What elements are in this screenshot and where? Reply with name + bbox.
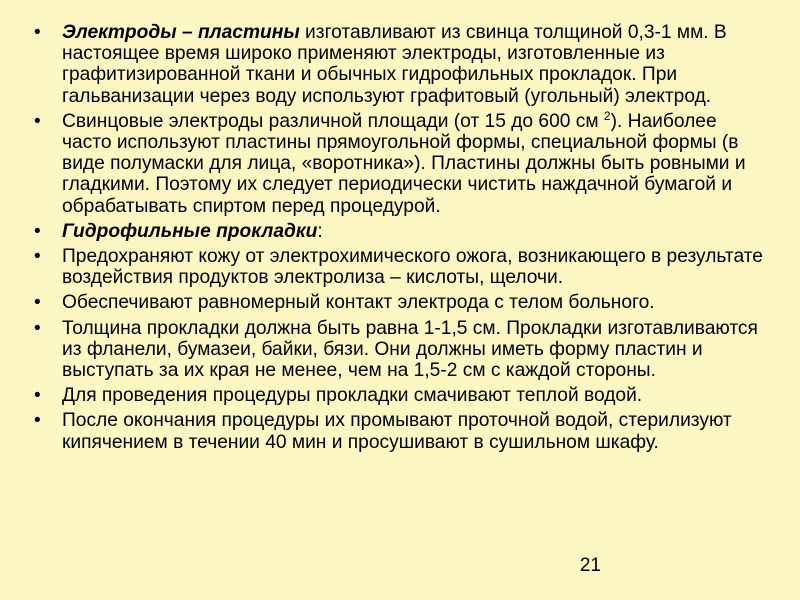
page-number: 21	[579, 555, 601, 576]
bullet-text: Толщина прокладки должна быть равна 1-1,5 см. Прокладки изготавливаются из фланели, бумазеи, байки, бязи. Они должны иметь форму пластин и выступать за их края не менее, чем на 1,5-2 см с каждой стороны.	[62, 317, 758, 382]
bullet-electrodes-plates	[34, 22, 769, 107]
bullet-text: Для проведения процедуры прокладки смачивают теплой водой.	[62, 385, 643, 407]
bullet-protect-skin	[34, 246, 769, 288]
bullet-wetting	[34, 385, 769, 406]
bullet-text: :	[317, 220, 323, 242]
bullet-uniform-contact	[34, 292, 769, 313]
bullet-text: ). Наиболее часто используют пластины прямоугольной формы, специальной формы (в виде полумаски для лица, «воротника»). Пластины должны быть ровными и гладкими. Поэтому их следует периодически чистить наждачной бумагой и обрабатывать спиртом перед процедурой.	[62, 110, 746, 217]
bullet-text: Обеспечивают равномерный контакт электрода с телом больного.	[62, 292, 655, 314]
bullet-text: Свинцовые электроды различной площади (от 15 до 600 см	[62, 110, 604, 132]
bullet-hydrophilic-pads	[34, 221, 769, 242]
bullet-text: Предохраняют кожу от электрохимического ожога, возникающего в результате воздействия продуктов электролиза – кислоты, щелочи.	[62, 246, 763, 289]
bullet-text: После окончания процедуры их промывают проточной водой, стерилизуют кипячением в течении 40 мин и просушивают в сушильном шкафу.	[62, 410, 732, 453]
term-hydrophilic-pads: Гидрофильные прокладки	[62, 220, 318, 242]
superscript-area-unit: 2	[603, 108, 611, 123]
bullet-text: изготавливают из свинца толщиной 0,3-1 мм. В настоящее время широко применяют электроды, изготовленные из графитизированной ткани и обычных гидрофильных прокладок. При гальванизации через воду используют графитовый (угольный) электрод.	[62, 22, 727, 107]
bullet-pad-thickness	[34, 318, 769, 382]
bullet-list	[34, 22, 769, 457]
bullet-lead-electrodes	[34, 108, 769, 217]
bullet-after-procedure	[34, 410, 769, 452]
term-electrodes-plates: Электроды – пластины	[62, 22, 300, 43]
